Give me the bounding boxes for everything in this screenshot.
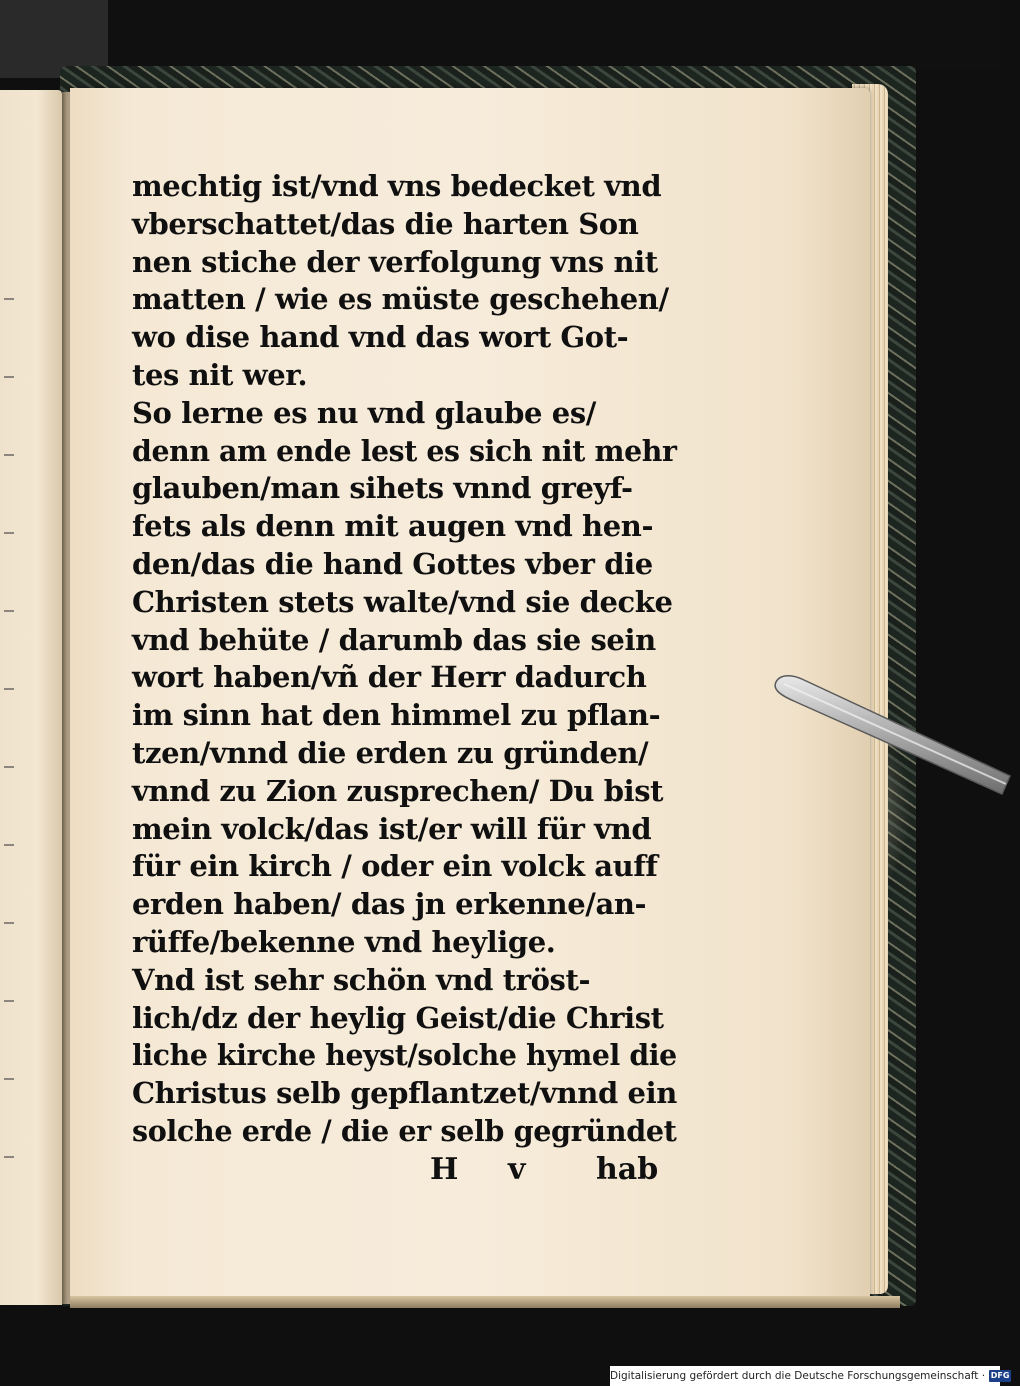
text-line: erden haben/ das jn erkenne/an- [132, 887, 647, 922]
text-line: liche kirche heyst/solche hymel die [132, 1038, 677, 1073]
text-line: Christen stets walte/vnd sie decke [132, 584, 673, 619]
page-bottom-edge [70, 1296, 900, 1308]
scan-background [0, 0, 1000, 70]
text-line: denn am ende lest es sich nit mehr [132, 433, 677, 468]
text-line: vnnd zu Zion zusprechen/ Du bist [132, 773, 664, 808]
digitization-footer [610, 1366, 1010, 1386]
facing-page-edge [0, 90, 62, 1305]
text-line: für ein kirch / oder ein volck auff [132, 849, 658, 884]
text-line: tzen/vnnd die erden zu gründen/ [132, 735, 649, 770]
text-line: glauben/man sihets vnnd greyf- [132, 471, 633, 506]
text-line: im sinn hat den himmel zu pflan- [132, 698, 661, 733]
text-line: Vnd ist sehr schön vnd tröst- [132, 962, 591, 997]
text-line: rüffe/bekenne vnd heylige. [132, 924, 556, 959]
text-line: wort haben/vñ der Herr dadurch [132, 660, 647, 695]
page-text-block [132, 168, 677, 1151]
catchword: hab [596, 1152, 659, 1187]
text-line: So lerne es nu vnd glaube es/ [132, 395, 596, 430]
text-line: Christus selb gepflantzet/vnnd ein [132, 1076, 677, 1111]
text-line: nen stiche der verfolgung vns nit [132, 244, 658, 279]
text-line: mein volck/das ist/er will für vnd [132, 811, 652, 846]
facing-page-text-bleed [4, 260, 14, 1160]
footer-credit-text: Digitalisierung gefördert durch die Deutsche Forschungsgemeinschaft · [610, 1370, 986, 1382]
signature-mark-number: v [508, 1152, 526, 1187]
dfg-logo: DFG [990, 1371, 1010, 1380]
text-line: wo dise hand vnd das wort Got- [132, 320, 629, 355]
text-line: tes nit wer. [132, 357, 308, 392]
text-line: vnd behüte / darumb das sie sein [132, 622, 656, 657]
text-line: fets als denn mit augen vnd hen- [132, 509, 654, 544]
text-line: mechtig ist/vnd vns bedecket vnd [132, 169, 662, 203]
page-holder-pen [770, 672, 1020, 812]
text-line: vberschattet/das die harten Son [132, 206, 639, 241]
signature-mark-letter: H [430, 1152, 459, 1187]
text-line: solche erde / die er selb gegründet [132, 1113, 677, 1148]
text-line: den/das die hand Gottes vber die [132, 546, 653, 581]
text-line: matten / wie es müste geschehen/ [132, 282, 669, 317]
text-line: lich/dz der heylig Geist/die Christ [132, 1000, 664, 1035]
